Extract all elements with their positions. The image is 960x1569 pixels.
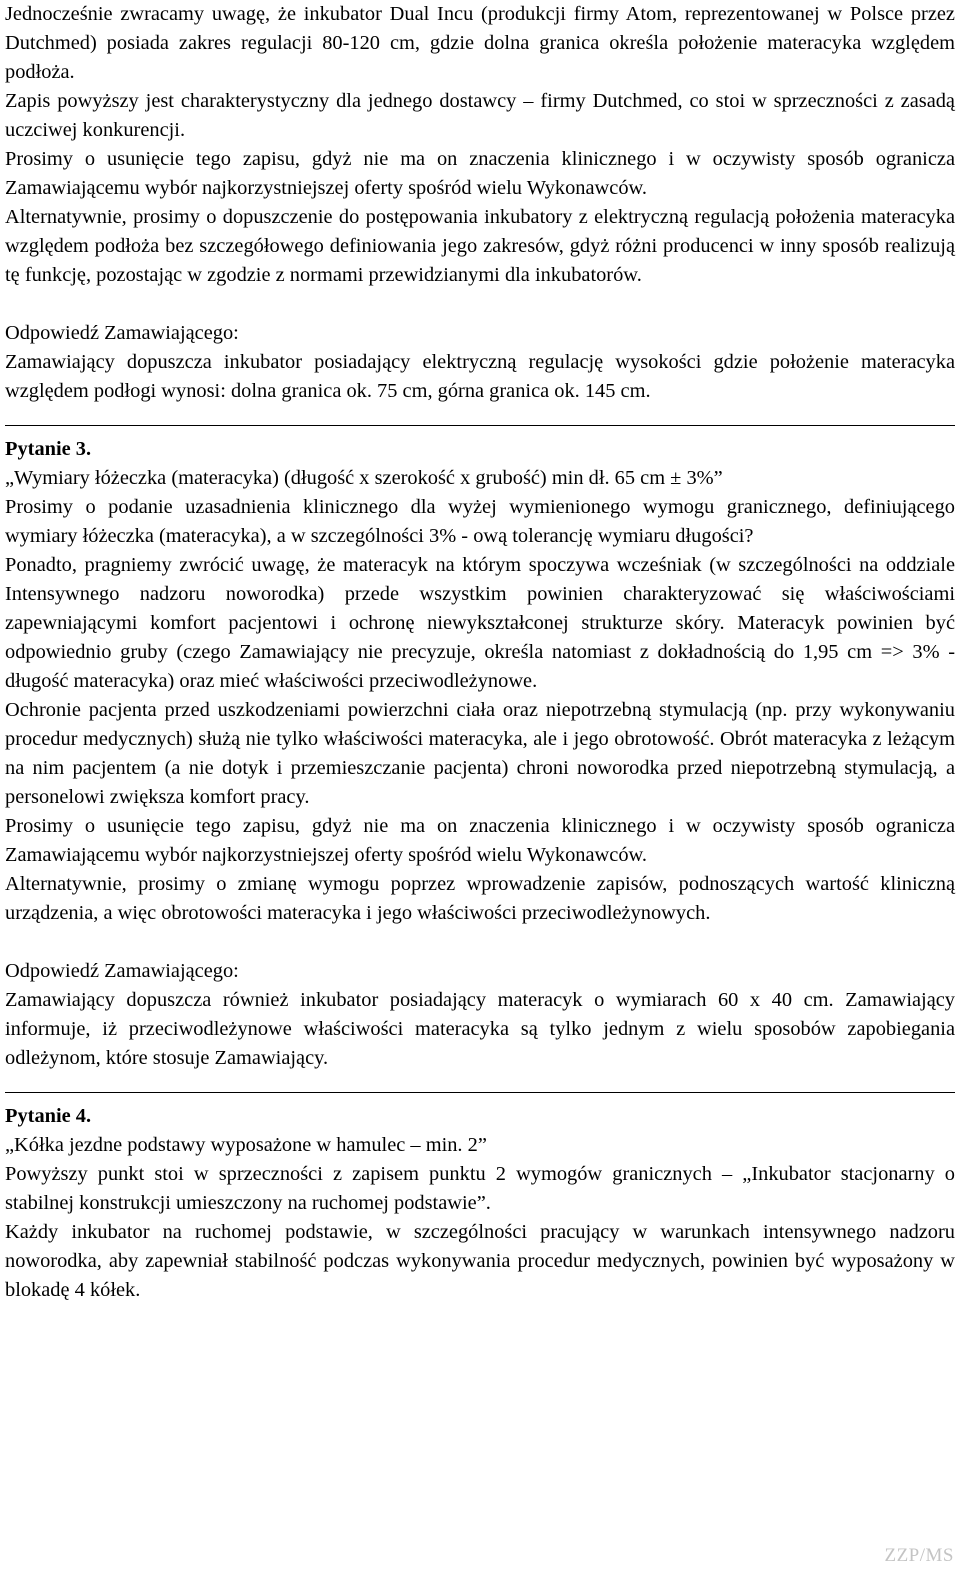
spacer bbox=[5, 928, 955, 957]
spacer bbox=[5, 426, 955, 435]
paragraph-dutchmed-competition: Zapis powyższy jest charakterystyczny dla jednego dostawcy – firmy Dutchmed, co stoi w sprzeczności z zasadą uczciwej konkurencji. bbox=[5, 90, 955, 141]
paragraph-dual-incu: Jednocześnie zwracamy uwagę, że inkubator Dual Incu (produkcji firmy Atom, reprezentowanej w Polsce przez Dutchmed) posiada zakres regulacji 80-120 cm, gdzie dolna granica określa położenie materacyka względem podłoża. bbox=[5, 3, 955, 83]
question-3-paragraph: Prosimy o podanie uzasadnienia klinicznego dla wyżej wymienionego wymogu granicznego, definiującego wymiary łóżeczka (materacyka), a w szczególności 3% - ową tolerancję wymiaru długości? bbox=[5, 496, 955, 547]
question-3-heading: Pytanie 3. bbox=[5, 438, 92, 460]
answer-label: Odpowiedź Zamawiającego: bbox=[5, 960, 239, 982]
question-4-heading: Pytanie 4. bbox=[5, 1105, 92, 1127]
question-4-paragraph: Każdy inkubator na ruchomej podstawie, w szczególności pracujący w warunkach intensywnego nadzoru noworodka, aby zapewniał stabilność podczas wykonywania procedur medycznych, powinien być wyposażony w blokadę 4 kółek. bbox=[5, 1221, 955, 1301]
spacer bbox=[5, 290, 955, 319]
document-page bbox=[5, 0, 955, 1305]
watermark: ZZP/MS bbox=[884, 1545, 954, 1566]
question-4-quote: „Kółka jezdne podstawy wyposażone w hamulec – min. 2” bbox=[5, 1134, 487, 1156]
paragraph-removal-request: Prosimy o usunięcie tego zapisu, gdyż nie ma on znaczenia klinicznego i w oczywisty sposób ogranicza Zamawiającemu wybór najkorzystniejszej oferty spośród wielu Wykonawców. bbox=[5, 148, 955, 199]
question-3-quote: „Wymiary łóżeczka (materacyka) (długość x szerokość x grubość) min dł. 65 cm ± 3%” bbox=[5, 467, 723, 489]
paragraph-alternative-request: Alternatywnie, prosimy o dopuszczenie do postępowania inkubatory z elektryczną regulacją położenia materacyka względem podłoża bez szczegółowego definiowania jego zakresów, gdyż różni producenci w inny sposób realizują tę funkcję, pozostając w zgodzie z normami przewidzianymi dla inkubatorów. bbox=[5, 206, 955, 286]
answer-text: Zamawiający dopuszcza inkubator posiadający elektryczną regulację wysokości gdzie położenie materacyka względem podłogi wynosi: dolna granica ok. 75 cm, górna granica ok. 145 cm. bbox=[5, 351, 955, 402]
question-3-paragraph: Ponadto, pragniemy zwrócić uwagę, że materacyk na którym spoczywa wcześniak (w szczególności na oddziale Intensywnego nadzoru noworodka) przede wszystkim powinien charakteryzować się właściwościami zapewniającymi komfort pacjentowi i ochronę niewykształconej strukturze skóry. Materacyk powinien być odpowiednio gruby (czego Zamawiający nie precyzuje, określa natomiast z dokładnością do 1,95 cm => 3% - długość materacyka) oraz mieć właściwości przeciwodleżynowe. bbox=[5, 554, 955, 692]
question-3-paragraph: Ochronie pacjenta przed uszkodzeniami powierzchni ciała oraz niepotrzebną stymulacją (np. przy wykonywaniu procedur medycznych) służą nie tylko właściwości materacyka, ale i jego obrotowość. Obrót materacyka z leżącym na nim pacjentem (a nie dotyk i przemieszczanie pacjenta) chroni noworodka przed niepotrzebną stymulacją, a personelowi zwiększa komfort pracy. bbox=[5, 699, 955, 808]
answer-text: Zamawiający dopuszcza również inkubator posiadający materacyk o wymiarach 60 x 40 cm. Zamawiający informuje, iż przeciwodleżynowe właściwości materacyka są tylko jednym z wielu sposobów zapobiegania odleżynom, które stosuje Zamawiający. bbox=[5, 989, 955, 1069]
spacer bbox=[5, 1093, 955, 1102]
answer-label: Odpowiedź Zamawiającego: bbox=[5, 322, 239, 344]
question-3-paragraph: Prosimy o usunięcie tego zapisu, gdyż nie ma on znaczenia klinicznego i w oczywisty sposób ogranicza Zamawiającemu wybór najkorzystniejszej oferty spośród wielu Wykonawców. bbox=[5, 815, 955, 866]
question-3-paragraph: Alternatywnie, prosimy o zmianę wymogu poprzez wprowadzenie zapisów, podnoszących wartość kliniczną urządzenia, a więc obrotowości materacyka i jego właściwości przeciwodleżynowych. bbox=[5, 873, 955, 924]
question-4-paragraph: Powyższy punkt stoi w sprzeczności z zapisem punktu 2 wymogów granicznych – „Inkubator stacjonarny o stabilnej konstrukcji umieszczony na ruchomej podstawie”. bbox=[5, 1163, 955, 1214]
